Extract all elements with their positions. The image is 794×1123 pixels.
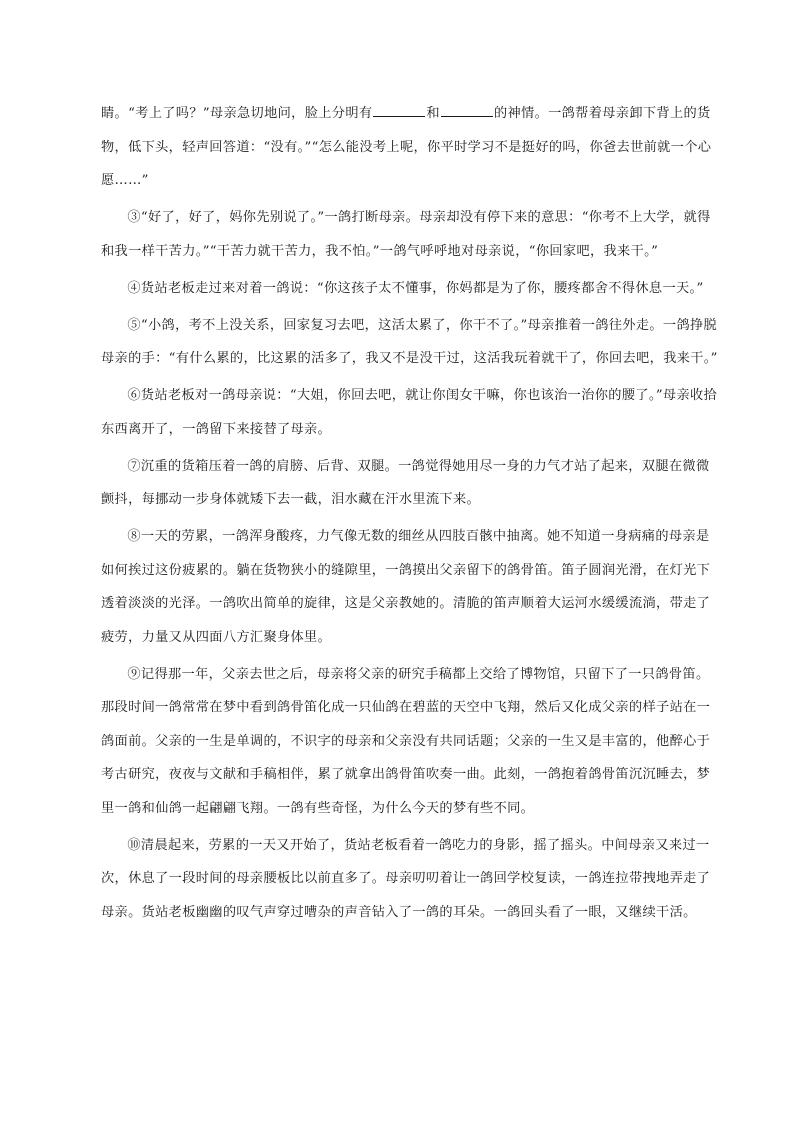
paragraph-1-continued: [101, 97, 721, 198]
paragraph-3: ③“好了，好了，妈你先别说了。”一鸽打断母亲。母亲却没有停下来的意思：“你考不上大学，就得和我一样干苦力。”“干苦力就干苦力，我不怕。”一鸽气呼呼地对母亲说，“你回家吧，我来干。”: [101, 210, 711, 259]
fill-in-blank-2: [441, 115, 493, 117]
passage-body: [101, 97, 721, 933]
paragraph-10: ⑩清晨起来，劳累的一天又开始了，货站老板看着一鸽吃力的身影，摇了摇头。中间母亲又来过一次，休息了一段时间的母亲腰板比以前直多了。母亲叨叨着让一鸽回学校复读，一鸽连拉带拽地弄走了母亲。货站老板幽幽的叹气声穿过嘈杂的声音钻入了一鸽的耳朵。一鸽回头看了一眼，又继续干活。: [101, 837, 711, 920]
fill-in-blank-1: [373, 115, 425, 117]
paragraph-1-text-b: 和: [426, 106, 440, 121]
paragraph-8: ⑧一天的劳累，一鸽浑身酸疼，力气像无数的细丝从四肢百骸中抽离。她不知道一身病痛的母亲是如何挨过这份疲累的。躺在货物狭小的缝隙里，一鸽摸出父亲留下的鸽骨笛。笛子圆润光滑，在灯光下透着淡淡的光泽。一鸽吹出简单的旋律，这是父亲教她的。清脆的笛声顺着大运河水缓缓流淌，带走了疲劳，力量又从四面八方汇聚身体里。: [101, 529, 711, 645]
paragraph-1-text-c: 的神情。一鸽帮着母亲卸下背上的货物，低下头，轻声回答道：“没有。”“怎么能没考上呢，你平时学习不是挺好的吗，你爸去世前就一个心愿……”: [101, 106, 712, 188]
paragraph-9: ⑨记得那一年，父亲去世之后，母亲将父亲的研究手稿都上交给了博物馆，只留下了一只鸽骨笛。那段时间一鸽常常在梦中看到鸽骨笛化成一只仙鸽在碧蓝的天空中飞翔，然后又化成父亲的样子站在一鸽面前。父亲的一生是单调的，不识字的母亲和父亲没有共同话题；父亲的一生又是丰富的，他醉心于考古研究，夜夜与文献和手稿相伴，累了就拿出鸽骨笛吹奏一曲。此刻，一鸽抱着鸽骨笛沉沉睡去，梦里一鸽和仙鸽一起翩翩飞翔。一鸽有些奇怪，为什么今天的梦有些不同。: [101, 666, 711, 816]
paragraph-1-text-a: 睛。“考上了吗？”母亲急切地问，脸上分明有: [101, 106, 373, 121]
paragraph-4: ④货站老板走过来对着一鸽说：“你这孩子太不懂事，你妈都是为了你，腰疼都舍不得休息一天。”: [127, 280, 704, 296]
paragraph-7: ⑦沉重的货箱压着一鸽的肩膀、后背、双腿。一鸽觉得她用尽一身的力气才站了起来，双腿在微微颤抖，每挪动一步身体就矮下去一截，泪水藏在汗水里流下来。: [101, 458, 710, 507]
paragraph-6: ⑥货站老板对一鸽母亲说：“大姐，你回去吧，就让你闺女干嘛，你也该治一治你的腰了。”母亲收拾东西离开了，一鸽留下来接替了母亲。: [101, 388, 718, 437]
paragraph-5: ⑤“小鸽，考不上没关系，回家复习去吧，这活太累了，你干不了。”母亲推着一鸽往外走。一鸽挣脱母亲的手：“有什么累的，比这累的活多了，我又不是没干过，这活我玩着就干了，你回去吧，我来干。”: [101, 317, 718, 366]
